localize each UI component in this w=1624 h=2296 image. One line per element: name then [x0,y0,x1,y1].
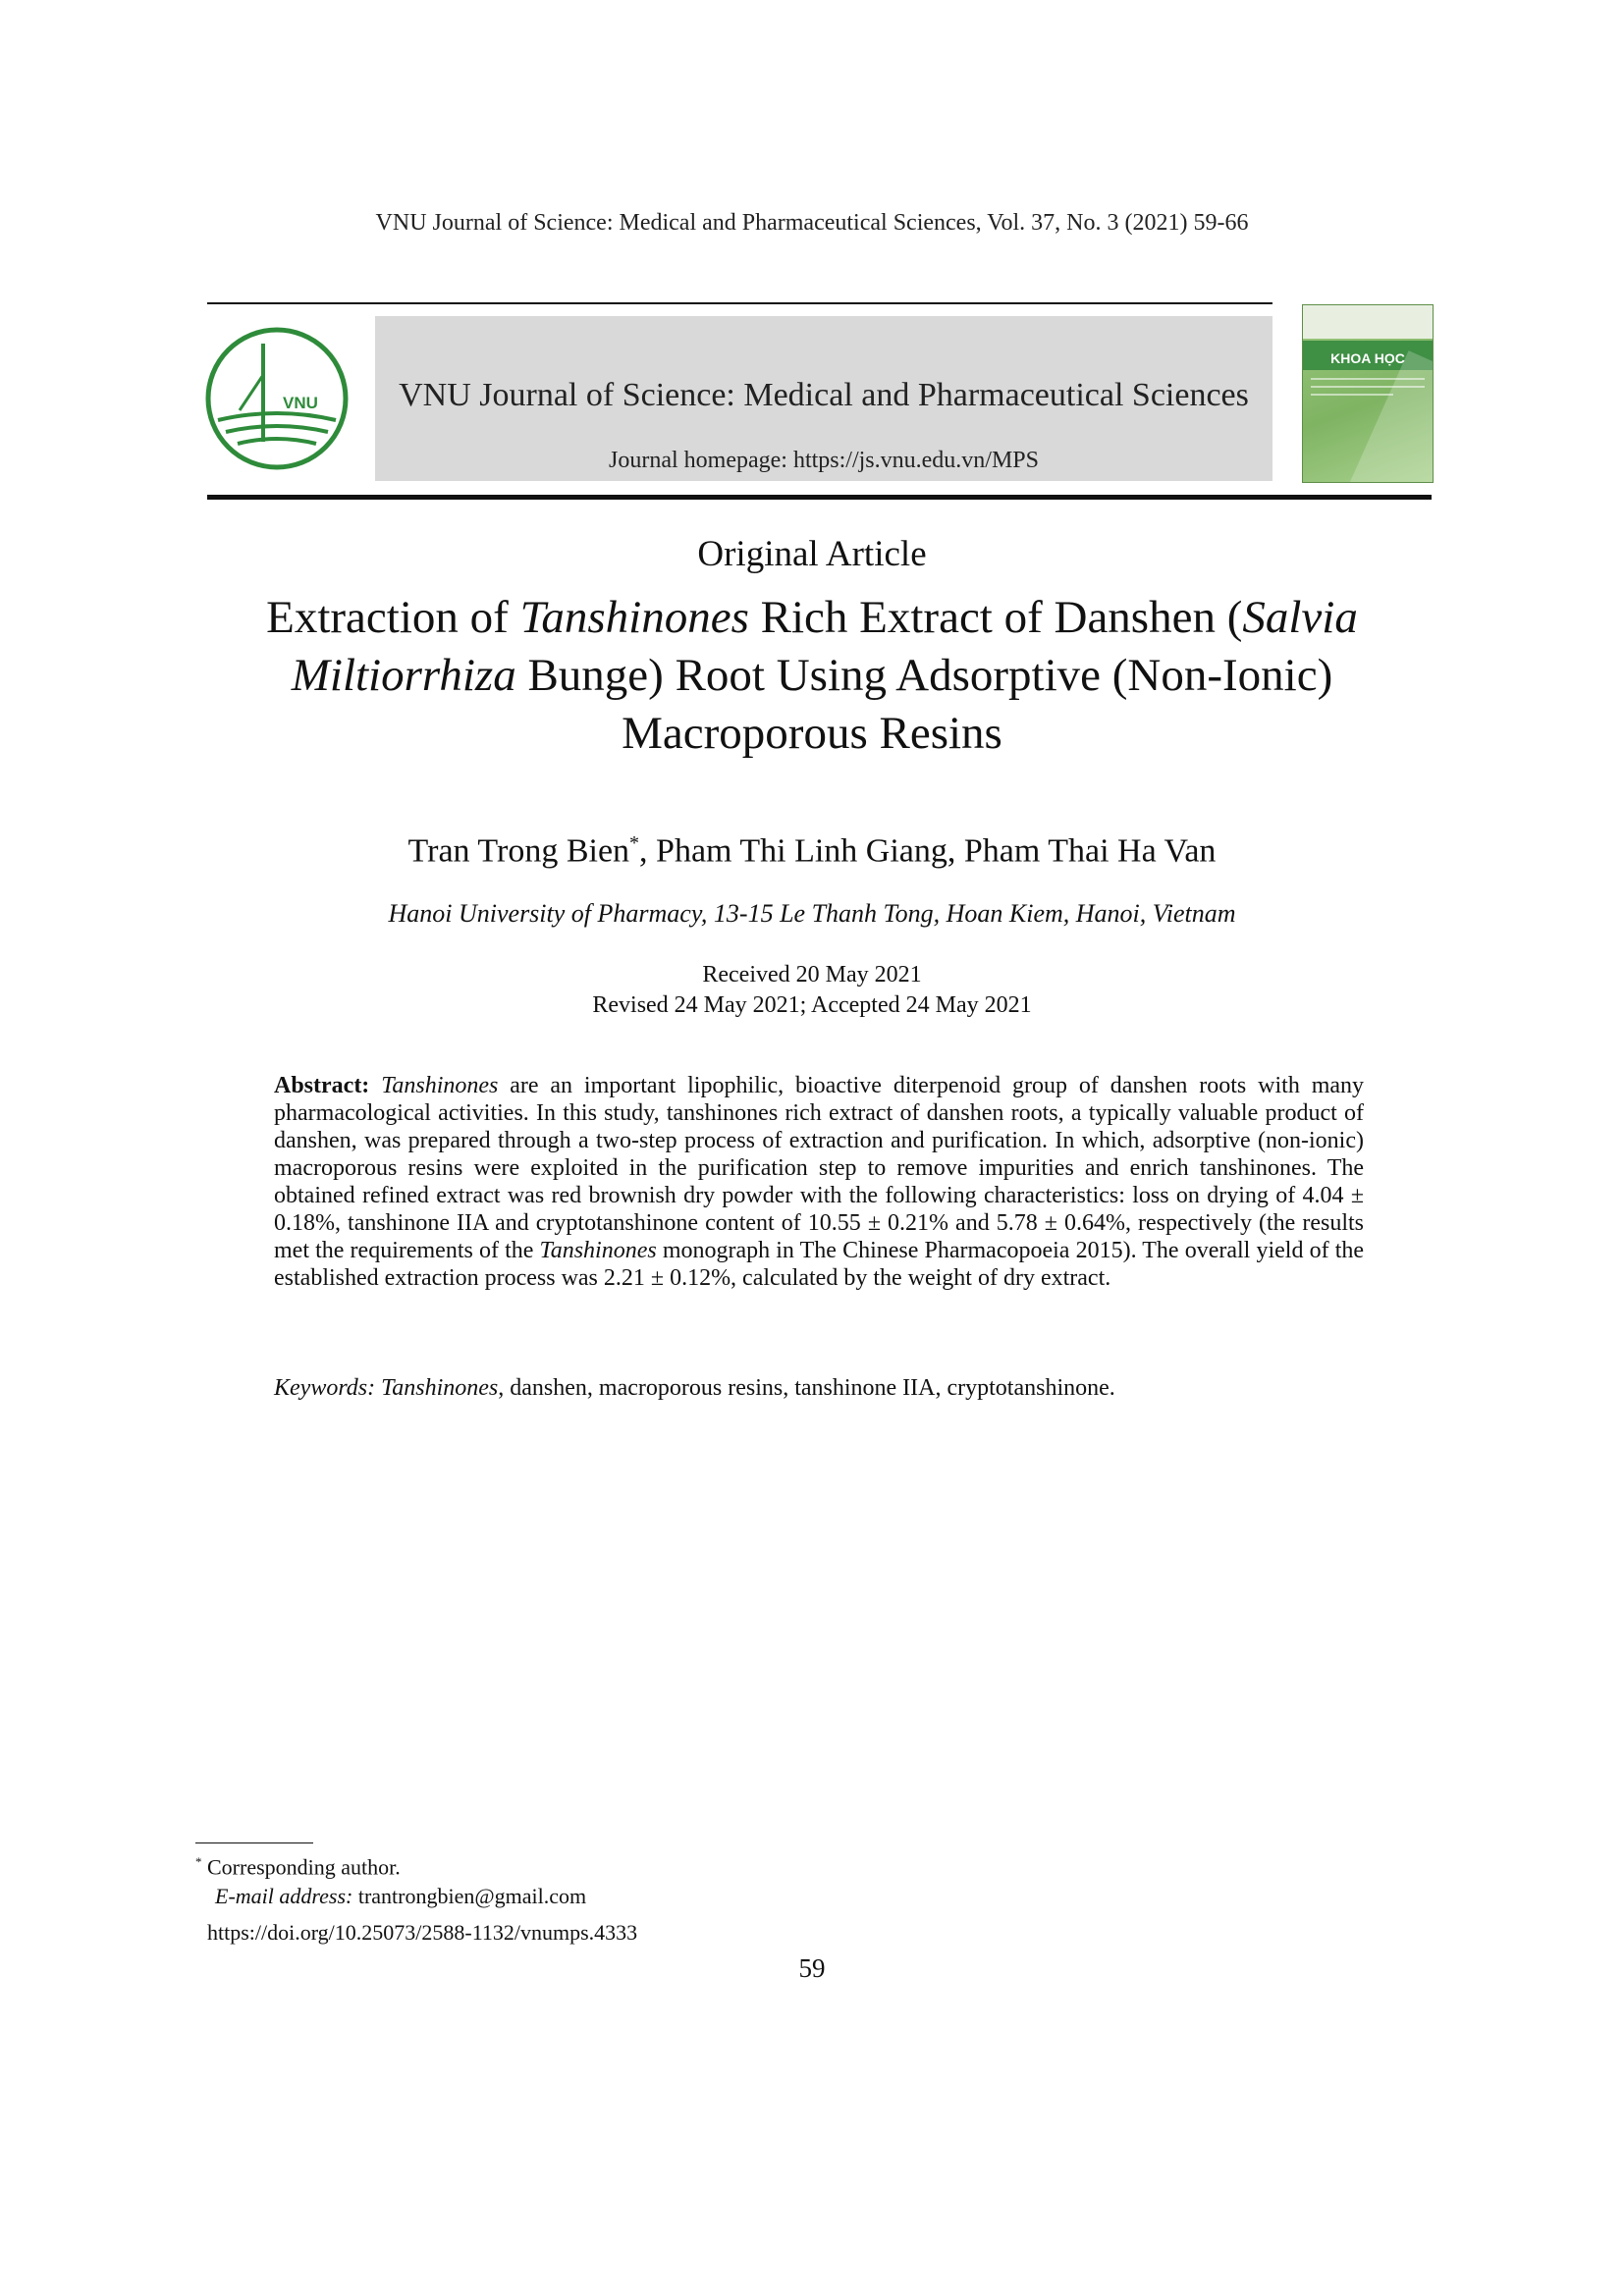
abstract: Abstract: Tanshinones are an important lipophilic, bioactive diterpenoid group of danshen roots with many pharmacological activities. In this study, tanshinones rich extract of danshen roots, a typically valuable product of danshen, was prepared through a two-step process of extraction and purification. In which, adsorptive (non-ionic) macroporous resins were exploited in the purification step to remove impurities and enrich tanshinones. The obtained refined extract was red brownish dry powder with the following characteristics: loss on drying of 4.04 ± 0.18%, tanshinone IIA and cryptotanshinone content of 10.55 ± 0.21% and 5.78 ± 0.64%, respectively (the results met the requirements of the Tanshinones monograph in The Chinese Pharmacopoeia 2015). The overall yield of the established extraction process was 2.21 ± 0.12%, calculated by the weight of dry extract. [274,1073,1365,1291]
header-bottom-rule [207,495,1432,500]
corresponding-email[interactable]: trantrongbien@gmail.com [352,1884,587,1909]
journal-cover-thumbnail [1302,304,1434,483]
keywords-label: Keywords: [274,1375,376,1401]
author-list: Tran Trong Bien*, Pham Thi Linh Giang, Pham Thai Ha Van [407,832,1217,870]
article-type: Original Article [697,534,927,574]
received-date: Received 20 May 2021 [702,962,922,988]
abstract-label: Abstract: [274,1073,370,1098]
header-top-rule [207,302,1272,304]
vnu-logo-text: VNU [283,394,318,412]
banner-journal-name: VNU Journal of Science: Medical and Pharmaceutical Sciences [399,377,1249,413]
running-head: VNU Journal of Science: Medical and Pharmaceutical Sciences, Vol. 37, No. 3 (2021) 59-66 [375,210,1249,236]
affiliation: Hanoi University of Pharmacy, 13-15 Le Thanh Tong, Hoan Kiem, Hanoi, Vietnam [388,899,1236,928]
page-number: 59 [798,1953,826,1983]
author-name: Tran Trong Bien [407,832,630,870]
corresponding-marker: * [629,832,640,854]
footnote: * Corresponding author. E-mail address: trantrongbien@gmail.com [195,1854,587,1909]
keywords: Keywords: Tanshinones, danshen, macroporous resins, tanshinone IIA, cryptotanshinone. [274,1375,1115,1401]
revised-accepted-dates: Revised 24 May 2021; Accepted 24 May 2021 [592,992,1032,1018]
article-title: Extraction of Tanshinones Rich Extract of Danshen (Salvia Miltiorrhiza Bunge) Root Using Adsorptive (Non-Ionic) Macroporous Resins [266,592,1358,759]
banner-homepage[interactable]: Journal homepage: https://js.vnu.edu.vn/MPS [609,448,1039,473]
doi-link[interactable]: https://doi.org/10.25073/2588-1132/vnumps.4333 [207,1920,638,1945]
footnote-rule [195,1842,313,1843]
journal-banner [375,316,1272,481]
article-dates [0,960,1624,1021]
cover-label: KHOA HỌC [1330,350,1405,366]
vnu-logo-icon [204,326,350,471]
